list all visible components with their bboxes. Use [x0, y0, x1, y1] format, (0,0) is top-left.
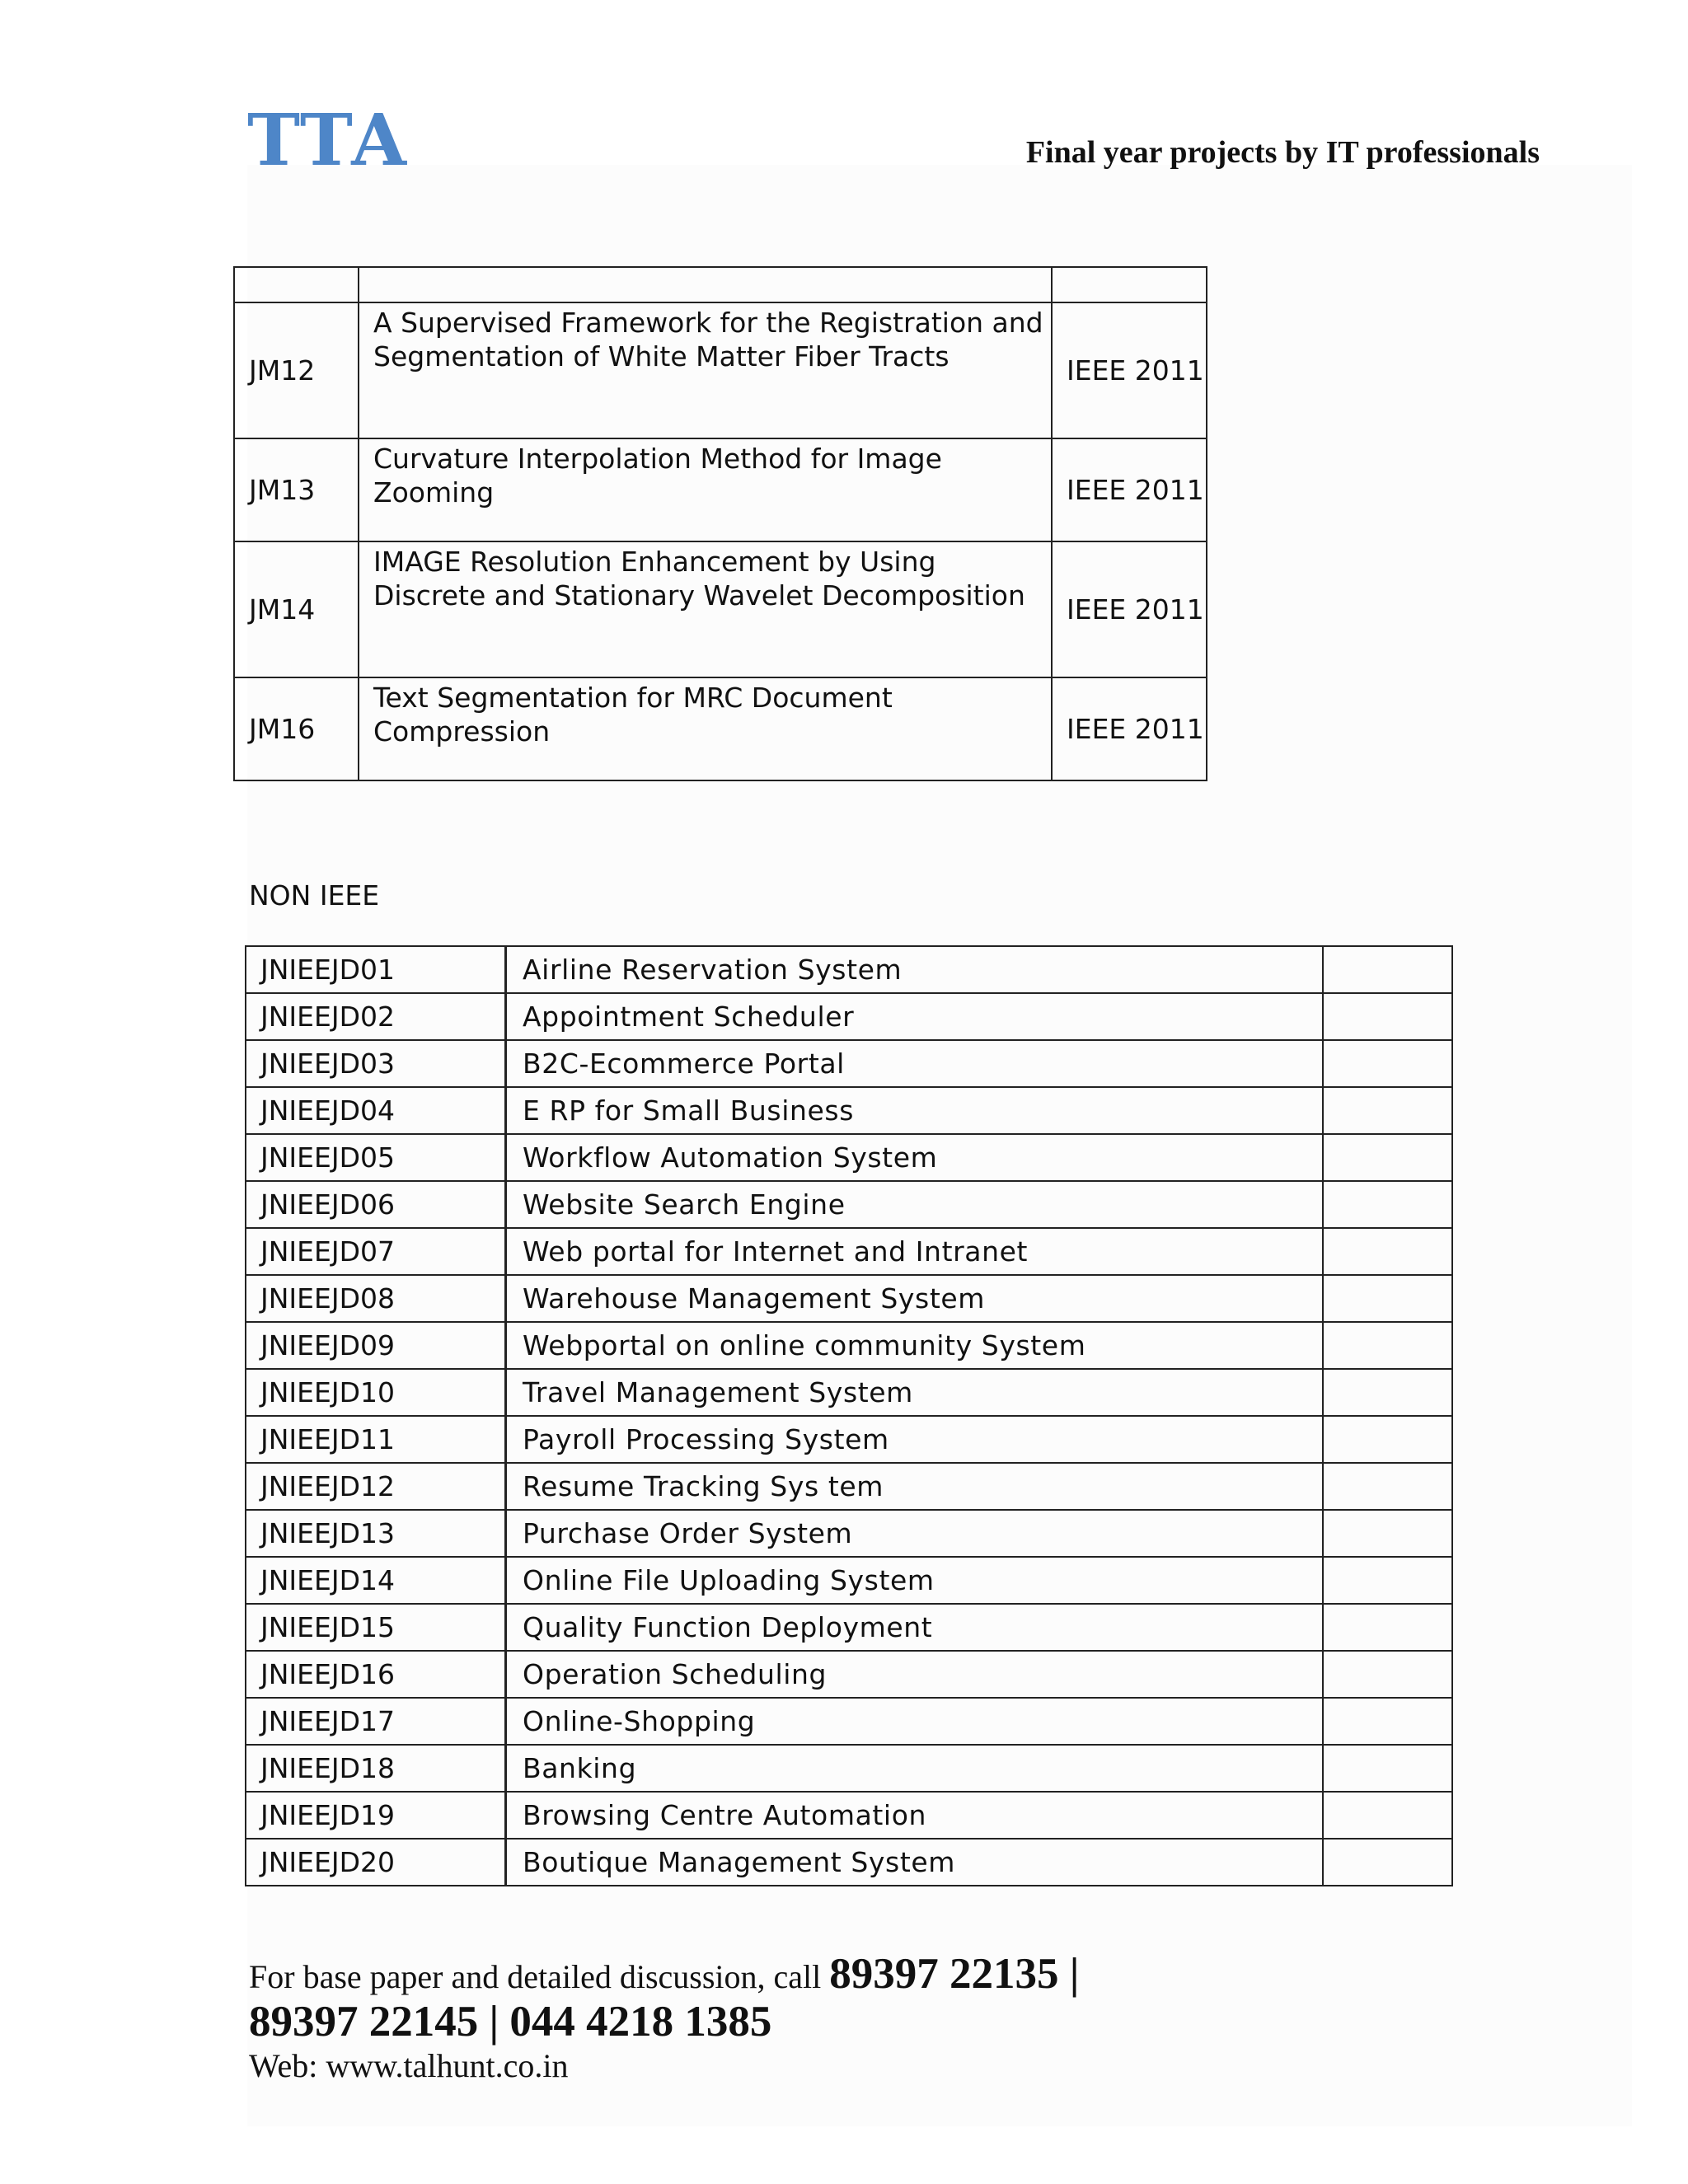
project-code: JNIEEJD15: [246, 1604, 506, 1651]
project-title: Travel Management System: [506, 1369, 1324, 1416]
empty-cell: [1323, 1839, 1452, 1886]
empty-cell: [1323, 1698, 1452, 1745]
project-title: E RP for Small Business: [506, 1087, 1324, 1134]
project-code: JM16: [234, 677, 359, 780]
empty-cell: [1323, 1322, 1452, 1369]
project-code: JNIEEJD10: [246, 1369, 506, 1416]
table-row: [246, 1745, 1452, 1792]
empty-cell: [1323, 1228, 1452, 1275]
project-title: Web portal for Internet and Intranet: [506, 1228, 1324, 1275]
table-row: [246, 1416, 1452, 1463]
project-code: JNIEEJD19: [246, 1792, 506, 1839]
project-code: JNIEEJD11: [246, 1416, 506, 1463]
project-title: Airline Reservation System: [506, 946, 1324, 993]
project-title: Text Segmentation for MRC Document Compression: [359, 677, 1052, 780]
project-title: Webportal on online community System: [506, 1322, 1324, 1369]
tta-logo: TTA: [247, 99, 409, 182]
project-code: JNIEEJD04: [246, 1087, 506, 1134]
project-title: A Supervised Framework for the Registration and Segmentation of White Matter Fiber Tracts: [359, 302, 1052, 438]
empty-cell: [1323, 1416, 1452, 1463]
table-row: [246, 1651, 1452, 1698]
project-code: JNIEEJD14: [246, 1557, 506, 1604]
project-title: IMAGE Resolution Enhancement by Using Discrete and Stationary Wavelet Decomposition: [359, 541, 1052, 677]
empty-cell: [1323, 1040, 1452, 1087]
empty-cell: [1323, 1181, 1452, 1228]
table-row: [246, 1087, 1452, 1134]
project-code: JNIEEJD08: [246, 1275, 506, 1322]
table-row: [246, 1369, 1452, 1416]
empty-cell: [1323, 1651, 1452, 1698]
project-code: JNIEEJD09: [246, 1322, 506, 1369]
table-row: [246, 1322, 1452, 1369]
project-code: JM14: [234, 541, 359, 677]
table-row: [234, 541, 1207, 677]
table-row: [246, 1040, 1452, 1087]
project-year: IEEE 2011: [1052, 302, 1207, 438]
project-code: JM13: [234, 438, 359, 541]
non-ieee-projects-table: [245, 945, 1453, 1886]
table-row: [246, 1134, 1452, 1181]
footer-phone-numbers: 89397 22145 | 044 4218 1385: [249, 1998, 772, 2046]
empty-cell: [1323, 1087, 1452, 1134]
table-row: [246, 1792, 1452, 1839]
table-row: [246, 1275, 1452, 1322]
ieee-projects-table: [233, 266, 1207, 781]
table-row: [234, 267, 1207, 302]
project-title: Warehouse Management System: [506, 1275, 1324, 1322]
table-row: [234, 302, 1207, 438]
empty-cell: [1323, 993, 1452, 1040]
table-row: [246, 1510, 1452, 1557]
table-row: [246, 1181, 1452, 1228]
footer-phone-1: 89397 22135 |: [829, 1950, 1080, 1998]
empty-cell: [1323, 1792, 1452, 1839]
project-code: JNIEEJD17: [246, 1698, 506, 1745]
project-title: Boutique Management System: [506, 1839, 1324, 1886]
table-row: [246, 1228, 1452, 1275]
table-row: [234, 677, 1207, 780]
project-code: JNIEEJD18: [246, 1745, 506, 1792]
project-title: Appointment Scheduler: [506, 993, 1324, 1040]
empty-cell: [1323, 1463, 1452, 1510]
project-code: JNIEEJD20: [246, 1839, 506, 1886]
project-code: [234, 267, 359, 302]
project-title: Banking: [506, 1745, 1324, 1792]
footer-contact-text: For base paper and detailed discussion, call: [249, 1958, 830, 1995]
project-title: Browsing Centre Automation: [506, 1792, 1324, 1839]
project-code: JNIEEJD01: [246, 946, 506, 993]
header-tagline: Final year projects by IT professionals: [1025, 135, 1540, 170]
project-title: Workflow Automation System: [506, 1134, 1324, 1181]
empty-cell: [1323, 946, 1452, 993]
footer-contact-line: [249, 1949, 1079, 1999]
project-title: Curvature Interpolation Method for Image Zooming: [359, 438, 1052, 541]
table-row: [246, 1839, 1452, 1886]
project-code: JNIEEJD03: [246, 1040, 506, 1087]
project-title: Payroll Processing System: [506, 1416, 1324, 1463]
project-code: JNIEEJD12: [246, 1463, 506, 1510]
project-code: JNIEEJD16: [246, 1651, 506, 1698]
project-code: JNIEEJD07: [246, 1228, 506, 1275]
table-row: [246, 1698, 1452, 1745]
project-code: JNIEEJD06: [246, 1181, 506, 1228]
empty-cell: [1323, 1604, 1452, 1651]
project-code: JNIEEJD05: [246, 1134, 506, 1181]
project-title: Resume Tracking Sys tem: [506, 1463, 1324, 1510]
project-title: Website Search Engine: [506, 1181, 1324, 1228]
footer-website: Web: www.talhunt.co.in: [249, 2047, 569, 2084]
project-title: Online-Shopping: [506, 1698, 1324, 1745]
project-title: Operation Scheduling: [506, 1651, 1324, 1698]
empty-cell: [1323, 1275, 1452, 1322]
table-row: [246, 1604, 1452, 1651]
project-year: IEEE 2011: [1052, 438, 1207, 541]
empty-cell: [1323, 1134, 1452, 1181]
project-code: JNIEEJD13: [246, 1510, 506, 1557]
empty-cell: [1323, 1510, 1452, 1557]
table-row: [246, 1463, 1452, 1510]
project-title: B2C-Ecommerce Portal: [506, 1040, 1324, 1087]
empty-cell: [1323, 1745, 1452, 1792]
table-row: [246, 1557, 1452, 1604]
project-code: JNIEEJD02: [246, 993, 506, 1040]
table-row: [246, 946, 1452, 993]
project-code: JM12: [234, 302, 359, 438]
empty-cell: [1323, 1369, 1452, 1416]
table-row: [246, 993, 1452, 1040]
non-ieee-heading: NON IEEE: [249, 879, 380, 912]
project-year: IEEE 2011: [1052, 677, 1207, 780]
project-title: Purchase Order System: [506, 1510, 1324, 1557]
project-year: IEEE 2011: [1052, 541, 1207, 677]
empty-cell: [1323, 1557, 1452, 1604]
project-title: Quality Function Deployment: [506, 1604, 1324, 1651]
table-row: [234, 438, 1207, 541]
project-year: [1052, 267, 1207, 302]
project-title: [359, 267, 1052, 302]
project-title: Online File Uploading System: [506, 1557, 1324, 1604]
